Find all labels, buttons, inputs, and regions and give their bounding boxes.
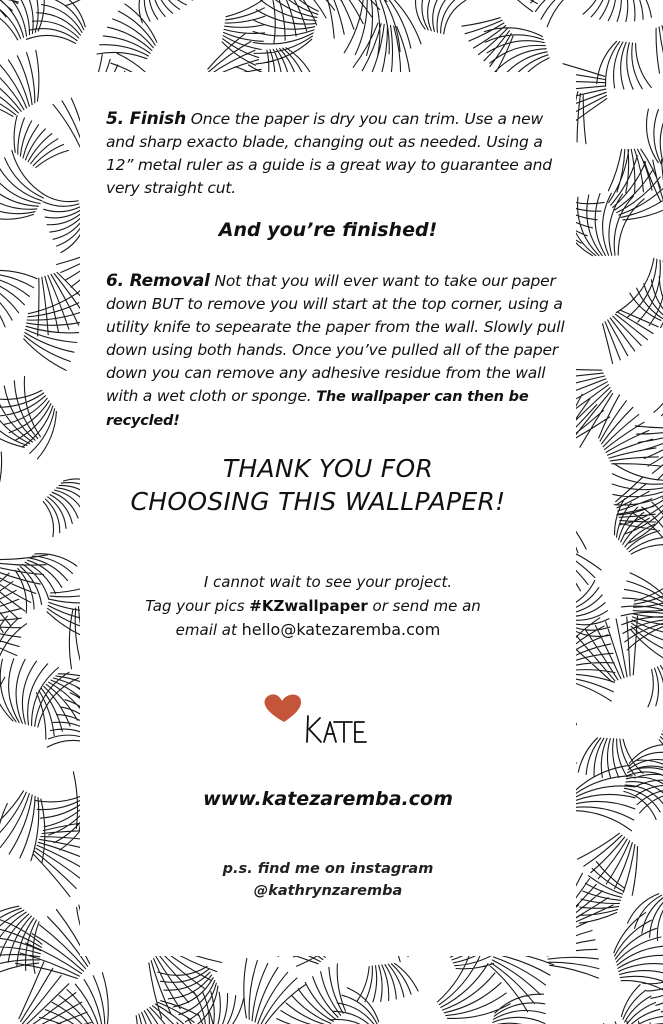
thank-you-line-2: CHOOSING THIS WALLPAPER! xyxy=(130,487,506,516)
contact-line-3: email at hello@katezaremba.com xyxy=(175,620,441,639)
signature xyxy=(260,684,400,754)
thank-you-line-1: THANK YOU FOR xyxy=(222,454,434,483)
instagram-note xyxy=(80,858,576,902)
email-link[interactable]: hello@katezaremba.com xyxy=(241,620,441,639)
finish-body: Once the paper is dry you can trim. Use a new and sharp exacto blade, changing out as needed. Using a 12” metal ruler as a guide is a great way to guarantee and very straight cut. xyxy=(106,110,552,197)
heart-icon xyxy=(265,694,302,722)
hashtag: #KZwallpaper xyxy=(249,597,368,615)
content-card xyxy=(80,72,576,956)
removal-paragraph xyxy=(106,270,568,433)
removal-heading: 6. Removal xyxy=(106,271,210,291)
finish-heading: 5. Finish xyxy=(106,109,186,129)
removal-body: Not that you will ever want to take our paper down BUT to remove you will start at the top corner, using a utility knife to sepearate the paper from the wall. Slowly pull down using both hands. Once you’ve pulled all of the paper down you can remove any adhesive residue from the wall with a wet cloth or sponge. xyxy=(106,272,565,405)
thank-you-heading xyxy=(80,452,576,518)
kate-handwritten-name xyxy=(307,716,366,742)
instagram-handle[interactable]: @kathrynzaremba xyxy=(253,883,403,899)
instagram-line-1: p.s. find me on instagram xyxy=(222,861,434,877)
finish-paragraph xyxy=(106,108,568,200)
finished-line: And you’re finished! xyxy=(218,219,438,241)
contact-block xyxy=(80,570,576,642)
website-link[interactable]: www.katezaremba.com xyxy=(203,788,453,810)
contact-line-2: Tag your pics #KZwallpaper or send me an xyxy=(145,597,481,615)
recycle-note: The wallpaper can then be recycled! xyxy=(106,389,529,429)
contact-line-1: I cannot wait to see your project. xyxy=(203,573,453,591)
